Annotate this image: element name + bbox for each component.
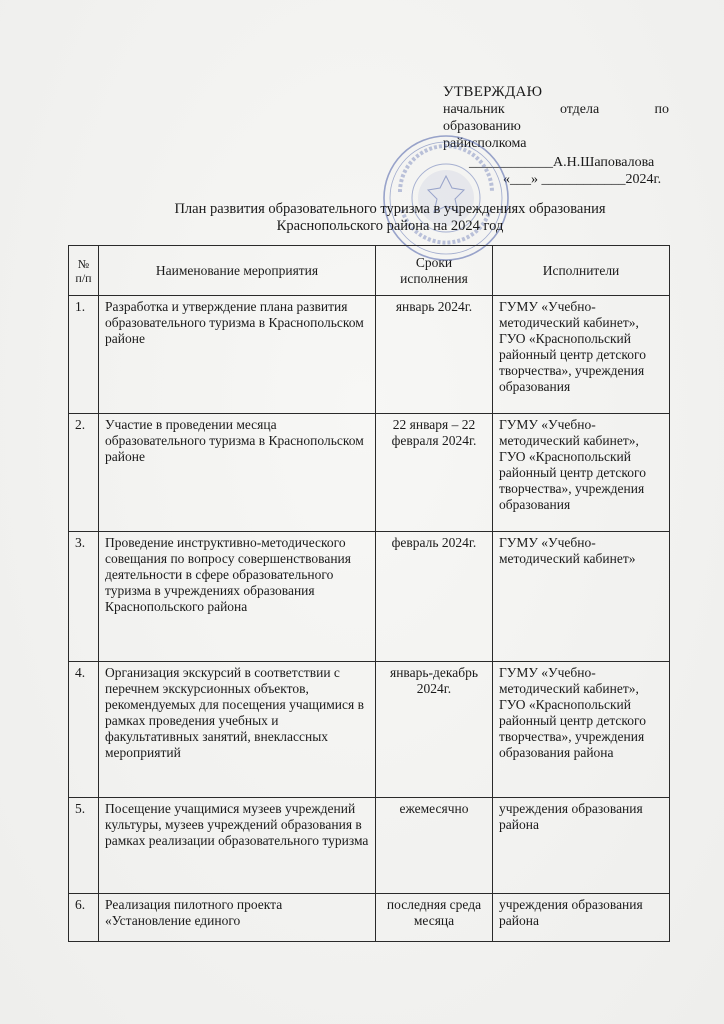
row-term: январь-декабрь 2024г. (376, 662, 493, 798)
table-row (69, 662, 670, 798)
row-executors: учреждения образования района (493, 798, 670, 894)
row-term: последняя среда месяца (376, 894, 493, 942)
row-name: Проведение инструктивно-методического совещания по вопросу совершенствования деятельности в сфере образовательного туризма в учреждениях образования Краснопольского района (99, 532, 376, 662)
approval-position-line3: райисполкома (443, 136, 527, 151)
row-name: Реализация пилотного проекта «Установление единого (99, 894, 376, 942)
row-name: Организация экскурсий в соответствии с перечнем экскурсионных объектов, рекомендуемых для посещения учащимися в рамках проведения учебных и факультативных занятий, внеклассных мероприятий (99, 662, 376, 798)
row-term: 22 января – 22 февраля 2024г. (376, 414, 493, 532)
approval-position-line1 (443, 101, 669, 118)
row-num: 4. (69, 662, 99, 798)
row-name: Разработка и утверждение плана развития образовательного туризма в Краснопольском районе (99, 296, 376, 414)
header-num: № п/п (69, 246, 99, 296)
table-header-row (69, 246, 670, 296)
table-row (69, 532, 670, 662)
plan-table (68, 245, 670, 942)
row-num: 1. (69, 296, 99, 414)
table-row (69, 296, 670, 414)
approval-position-word: отдела (559, 102, 600, 117)
row-executors: ГУМУ «Учебно-методический кабинет», ГУО «Краснопольский районный центр детского творчества», учреждения образования (493, 296, 670, 414)
row-num: 2. (69, 414, 99, 532)
table-row (69, 798, 670, 894)
row-num: 3. (69, 532, 99, 662)
row-num: 5. (69, 798, 99, 894)
approval-position-word: по (654, 102, 669, 117)
approval-date-line: «___» ____________2024г. (503, 172, 662, 187)
row-executors: ГУМУ «Учебно-методический кабинет», ГУО «Краснопольский районный центр детского творчества», учреждения образования района (493, 662, 670, 798)
row-term: февраль 2024г. (376, 532, 493, 662)
approval-signature-name: А.Н.Шаповалова (553, 155, 655, 170)
header-term: Сроки исполнения (376, 246, 493, 296)
row-term: январь 2024г. (376, 296, 493, 414)
approval-position-word: начальник (443, 102, 505, 117)
document-title (110, 201, 670, 235)
header-executors: Исполнители (493, 246, 670, 296)
approval-heading: УТВЕРЖДАЮ (443, 84, 543, 100)
row-executors: ГУМУ «Учебно-методический кабинет», ГУО «Краснопольский районный центр детского творчества», учреждения образования (493, 414, 670, 532)
row-name: Посещение учащимися музеев учреждений культуры, музеев учреждений образования в рамках реализации образовательного туризма (99, 798, 376, 894)
row-name: Участие в проведении месяца образовательного туризма в Краснопольском районе (99, 414, 376, 532)
table-row (69, 414, 670, 532)
title-line1: План развития образовательного туризма в учреждениях образования (174, 201, 606, 217)
row-num: 6. (69, 894, 99, 942)
approval-signature-line: ____________А.Н.Шаповалова (469, 155, 655, 170)
row-executors: ГУМУ «Учебно-методический кабинет» (493, 532, 670, 662)
title-line2: Краснопольского района на 2024 год (276, 218, 504, 234)
table-row (69, 894, 670, 942)
header-name: Наименование мероприятия (99, 246, 376, 296)
row-term: ежемесячно (376, 798, 493, 894)
approval-position-line2: образованию (443, 119, 521, 134)
row-executors: учреждения образования района (493, 894, 670, 942)
